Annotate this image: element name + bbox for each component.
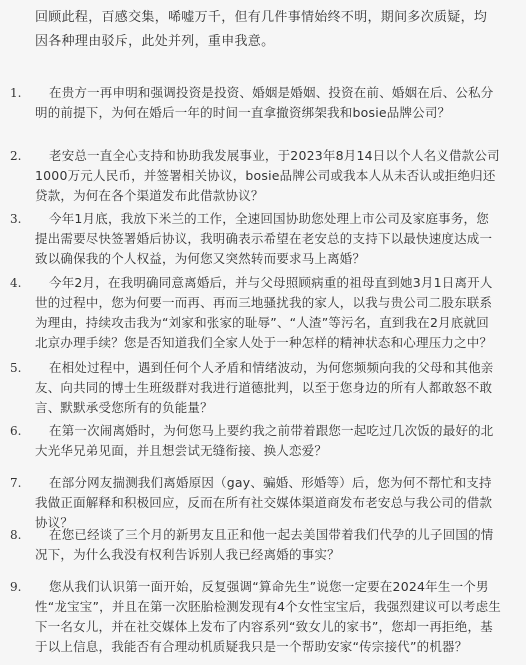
item-number: 1. — [10, 86, 22, 100]
item-number: 4. — [10, 275, 22, 290]
item-text: 今年2月，在我明确同意离婚后，并与父母照顾病重的祖母直到她3月1日离开人世的过程中，您为何要一而再、再而三地骚扰我的家人，以我与贵公司二股东联系为理由，持续攻击我为“刘家和张家的耻辱”、“人渣”等污名，直到我在2月底就回北京办理手续？您是否知道我们全家人处于一种怎样的精神状态和心理压力之中？ — [35, 274, 493, 350]
list-item — [0, 522, 526, 574]
list-item — [0, 355, 526, 418]
intro-paragraph: 回顾此程，百感交集，唏嘘万千，但有几件事情始终不明，期间多次质疑，均因各种理由驳斥，此处并列，重申我意。 — [35, 10, 488, 49]
item-text: 在贵方一再申明和强调投资是投资、婚姻是婚姻、投资在前、婚姻在后、公私分明的前提下，为何在婚后一年的时间一直拿撤资绑架我和bosie品牌公司？ — [35, 85, 494, 120]
item-number: 5. — [10, 360, 22, 375]
list-item — [0, 574, 526, 654]
item-number: 7. — [10, 475, 22, 490]
list-item — [0, 80, 526, 143]
item-text: 在您已经谈了三个月的新男友且正和他一起去美国带着我们代孕的儿子回国的情况下，为什么我没有权利告诉别人我已经离婚的事实？ — [35, 526, 494, 562]
list-item — [0, 470, 526, 530]
item-text: 在相处过程中，遇到任何个人矛盾和情绪波动，为何您频频向我的父母和其他亲友、向共同的博士生班级群对我进行道德批判，以至于您身边的所有人都敢怒不敢言、默默承受您所有的负能量？ — [35, 359, 494, 415]
item-text: 今年1月底，我放下米兰的工作，全速回国协助您处理上市公司及家庭事务，您提出需要尽快签署婚后协议，我明确表示希望在老安总的支持下以最快速度达成一致以确保我的个人权益，为何您又突然转而要求马上离婚？ — [35, 211, 493, 267]
list-item — [0, 206, 526, 269]
item-text: 老安总一直全心支持和协助我发展事业，于2023年8月14日以个人名义借款公司1000万元人民币，并签署相关协议，bosie品牌公司或我本人从未否认或拒绝归还贷款，为何在各个渠道发布此借款协议？ — [35, 148, 500, 204]
item-number: 9. — [10, 579, 22, 594]
item-number: 2. — [10, 149, 22, 164]
list-item — [0, 418, 526, 470]
item-number: 3. — [10, 212, 22, 227]
question-list — [0, 80, 526, 654]
item-number: 8. — [10, 527, 22, 542]
item-number: 6. — [10, 423, 22, 438]
list-item — [0, 270, 526, 355]
item-text: 在部分网友揣测我们离婚原因（gay、骗婚、形婚等）后，您为何不帮忙和支持我做正面解释和积极回应，反而在所有社交媒体渠道商发布老安总与我公司的借款协议？ — [35, 474, 493, 530]
list-item — [0, 143, 526, 206]
item-text: 在第一次闹离婚时，为何您马上要约我之前带着跟您一起吃过几次饭的最好的北大光华兄弟见面，并且想尝试无缝衔接、换人恋爱？ — [35, 422, 494, 458]
item-text: 您从我们认识第一面开始，反复强调“算命先生”说您一定要在2024年生一个男性“龙宝宝”，并且在第一次胚胎检测发现有4个女性宝宝后，我强烈建议可以考虑生下一名女儿，并在社交媒体上发布了内容系列“致女儿的家书”，您却一再拒绝，基于以上信息，我能否有合理动机质疑我只是一个帮助安家“传宗接代”的机器？ — [35, 578, 502, 654]
